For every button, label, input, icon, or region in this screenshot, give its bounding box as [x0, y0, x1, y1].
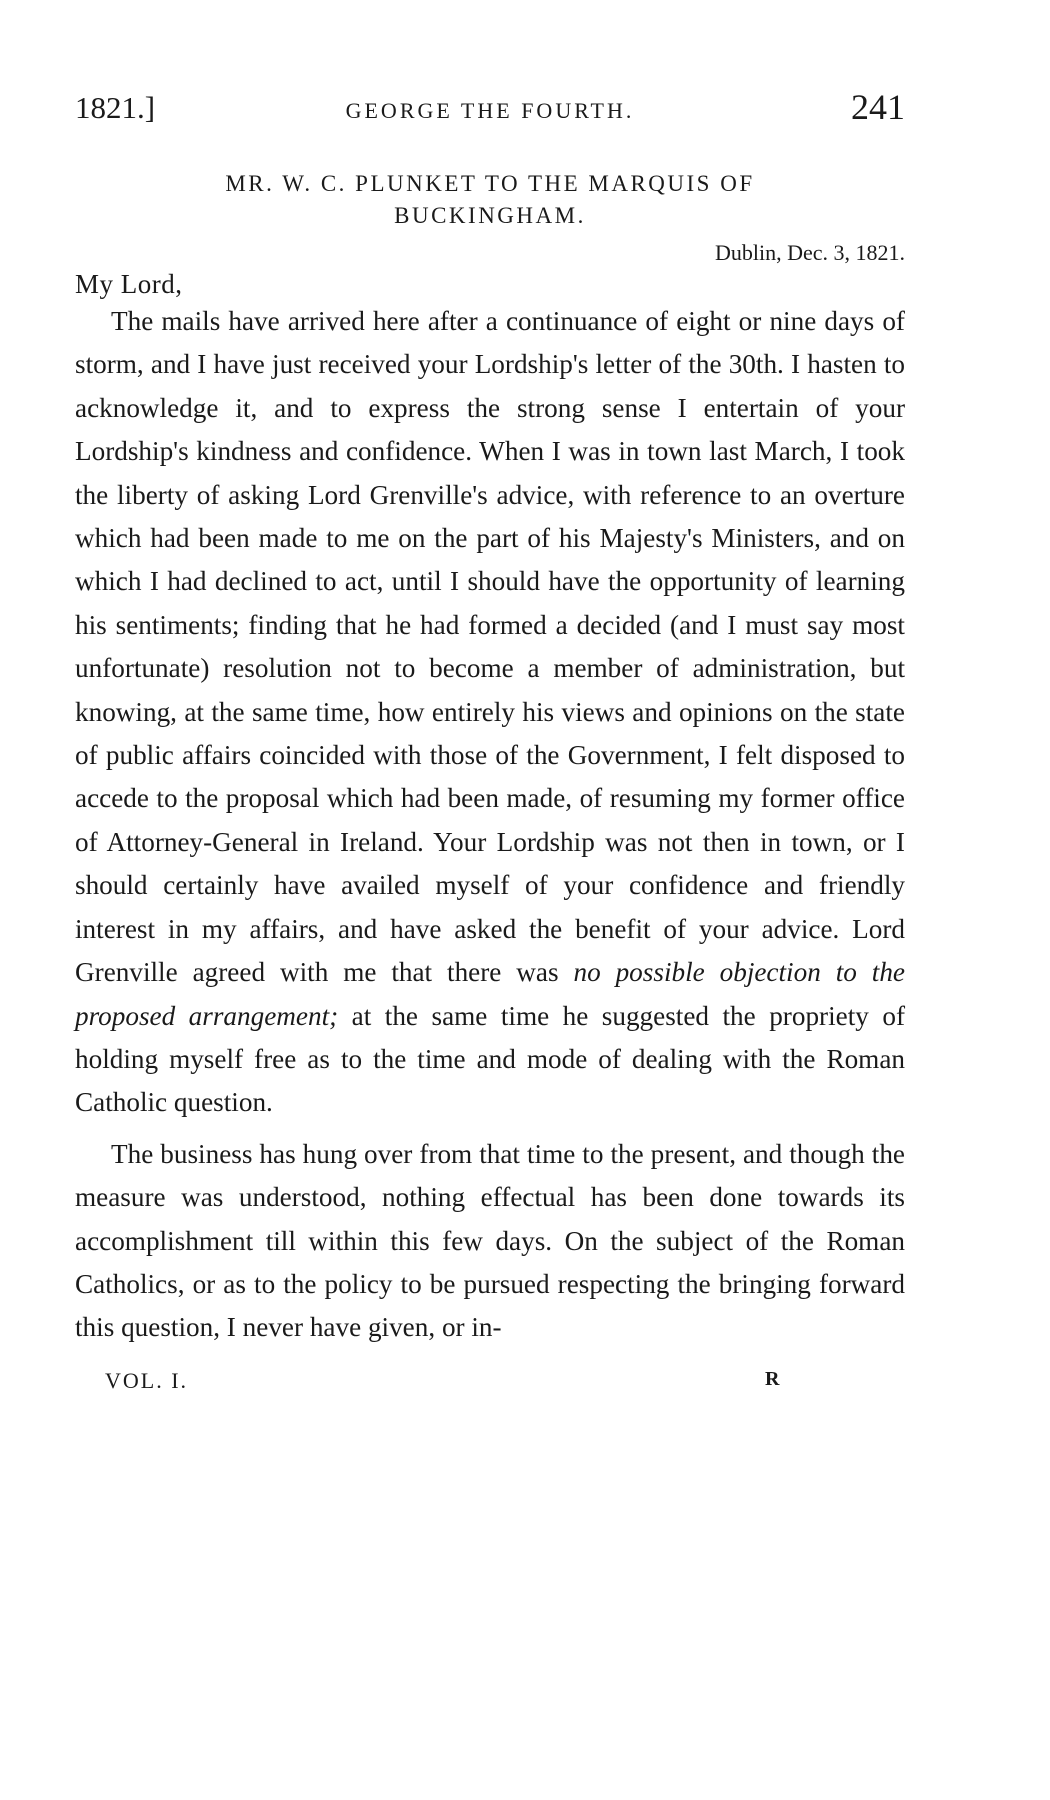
running-head-year: 1821.] — [75, 90, 156, 125]
letter-heading-line-1: MR. W. C. PLUNKET TO THE MARQUIS OF — [225, 171, 755, 196]
paragraph-1-part-a: The mails have arrived here after a continuance of eight or nine days of storm, and I have just received your Lordship's letter of the 30th. I hasten to acknowledge it, and to express the strong sense I entertain of your Lordship's kindness and confidence. When I was in town last March, I took the liberty of asking Lord Grenville's advice, with reference to an overture which had been made to me on the part of his Majesty's Ministers, and on which I had declined to act, until I should have the opportunity of learning his sentiments; finding that he had formed a decided (and I must say most unfortunate) resolution not to become a member of administration, but knowing, at the same time, how entirely his views and opinions on the state of public affairs coincided with those of the Government, I felt disposed to accede to the proposal which had been made, of resuming my former office of Attorney-General in Ireland. Your Lordship was not then in town, or I should certainly have availed myself of your confidence and friendly interest in my affairs, and have asked the benefit of your advice. Lord Grenville agreed with me that there was — [75, 306, 905, 988]
running-head — [75, 80, 905, 130]
signature-mark-volume: VOL. I. — [105, 1367, 189, 1393]
letter-salutation: My Lord, — [75, 269, 183, 299]
paragraph-2: The business has hung over from that time to the present, and though the measure was understood, nothing effectual has been done towards its accomplishment till within this few days. On the subject of the Roman Catholics, or as to the policy to be pursued respecting the bringing forward this question, I never have given, or in- — [75, 1138, 905, 1343]
signature-mark-letter: R — [765, 1367, 780, 1390]
paragraph-1-italic: no possible objection to the proposed arrangement; — [75, 957, 905, 1031]
book-page — [75, 80, 905, 1402]
letter-dateline: Dublin, Dec. 3, 1821. — [714, 240, 905, 265]
page-number: 241 — [851, 87, 905, 127]
paragraph-1 — [75, 300, 905, 1125]
letter-heading — [75, 168, 905, 232]
letter-heading-line-2: BUCKINGHAM. — [394, 203, 586, 228]
letter-body — [75, 300, 905, 1350]
paragraph-1-part-b: at the same time he suggested the propriety of holding myself free as to the time and mode of dealing with the Roman Catholic question. — [75, 1000, 905, 1118]
running-head-title: GEORGE THE FOURTH. — [345, 98, 635, 123]
page-footer — [75, 1362, 905, 1402]
